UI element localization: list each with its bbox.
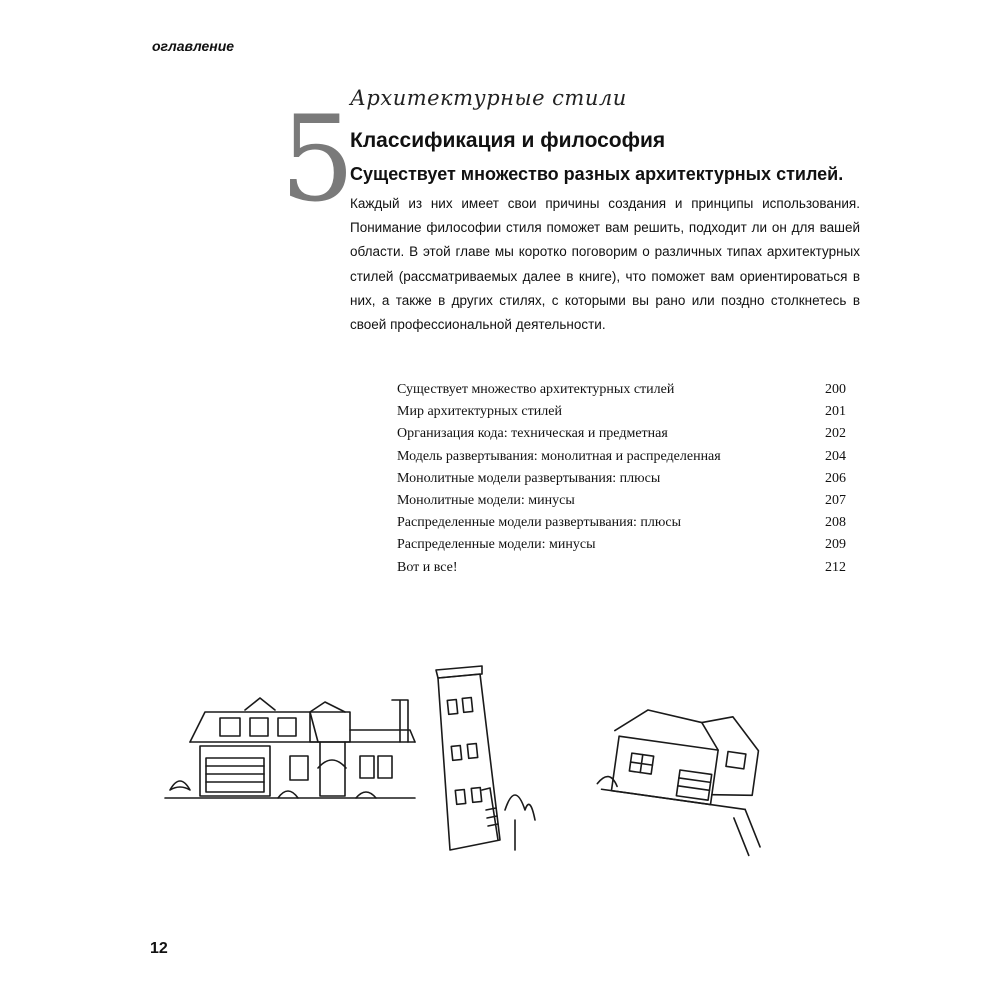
toc-entry-title: Распределенные модели развертывания: плюсы (397, 515, 681, 531)
toc-entry-title: Вот и все! (397, 559, 458, 575)
toc-entry-title: Существует множество архитектурных стилей (397, 382, 675, 397)
toc-entry-page: 208 (825, 515, 846, 531)
toc-entry-page: 201 (825, 404, 846, 420)
toc-entry[interactable] (397, 423, 846, 445)
page-number: 12 (150, 940, 168, 957)
toc-entry[interactable] (397, 557, 846, 579)
townhouse-icon (436, 666, 535, 850)
toc-entry[interactable] (397, 490, 846, 512)
toc-entry-page: 209 (825, 537, 846, 553)
toc-entry-title: Модель развертывания: монолитная и распределенная (397, 448, 721, 464)
toc-entry-page: 200 (825, 382, 846, 397)
toc-entry[interactable] (397, 379, 846, 401)
toc-entry[interactable] (397, 468, 846, 490)
toc-entry[interactable] (397, 534, 846, 556)
toc-entry-title: Монолитные модели: минусы (397, 492, 575, 508)
running-head: оглавление (152, 38, 235, 54)
chapter-intro: Каждый из них имеет свои причины создания и принципы использования. Понимание философии стиля поможет вам решить, подходит ли он для вашей области. В этой главе мы коротко поговорим о различных типах архитектурных стилей (рассматриваемых далее в книге), что поможет вам ориентироваться в них, а также в других стилях, с которыми вы рано или поздно столкнетесь в своей профессиональной деятельности. (350, 196, 860, 333)
toc-entry[interactable] (397, 512, 846, 534)
houses-illustration (160, 660, 780, 860)
toc-entry-title: Организация кода: техническая и предметная (397, 426, 668, 442)
toc-entry[interactable] (397, 401, 846, 423)
chapter-number: 5 (280, 90, 356, 228)
toc-entry-title: Распределенные модели: минусы (397, 537, 596, 553)
toc-entry-page: 212 (825, 559, 846, 575)
tilted-house-icon (590, 699, 777, 856)
chapter-title: Классификация и философия (350, 129, 666, 152)
section-name: Архитектурные стили (350, 86, 627, 110)
toc-entry-title: Монолитные модели развертывания: плюсы (397, 470, 661, 486)
table-of-contents (397, 379, 846, 579)
toc-entry-page: 204 (825, 448, 846, 464)
toc-entry[interactable] (397, 446, 846, 468)
toc-entry-page: 207 (825, 492, 846, 508)
suburban-house-icon (165, 698, 415, 798)
toc-entry-page: 206 (825, 470, 846, 486)
toc-entry-page: 202 (825, 426, 846, 442)
toc-entry-title: Мир архитектурных стилей (397, 404, 562, 420)
chapter-lead: Существует множество разных архитектурных стилей. (350, 164, 844, 184)
